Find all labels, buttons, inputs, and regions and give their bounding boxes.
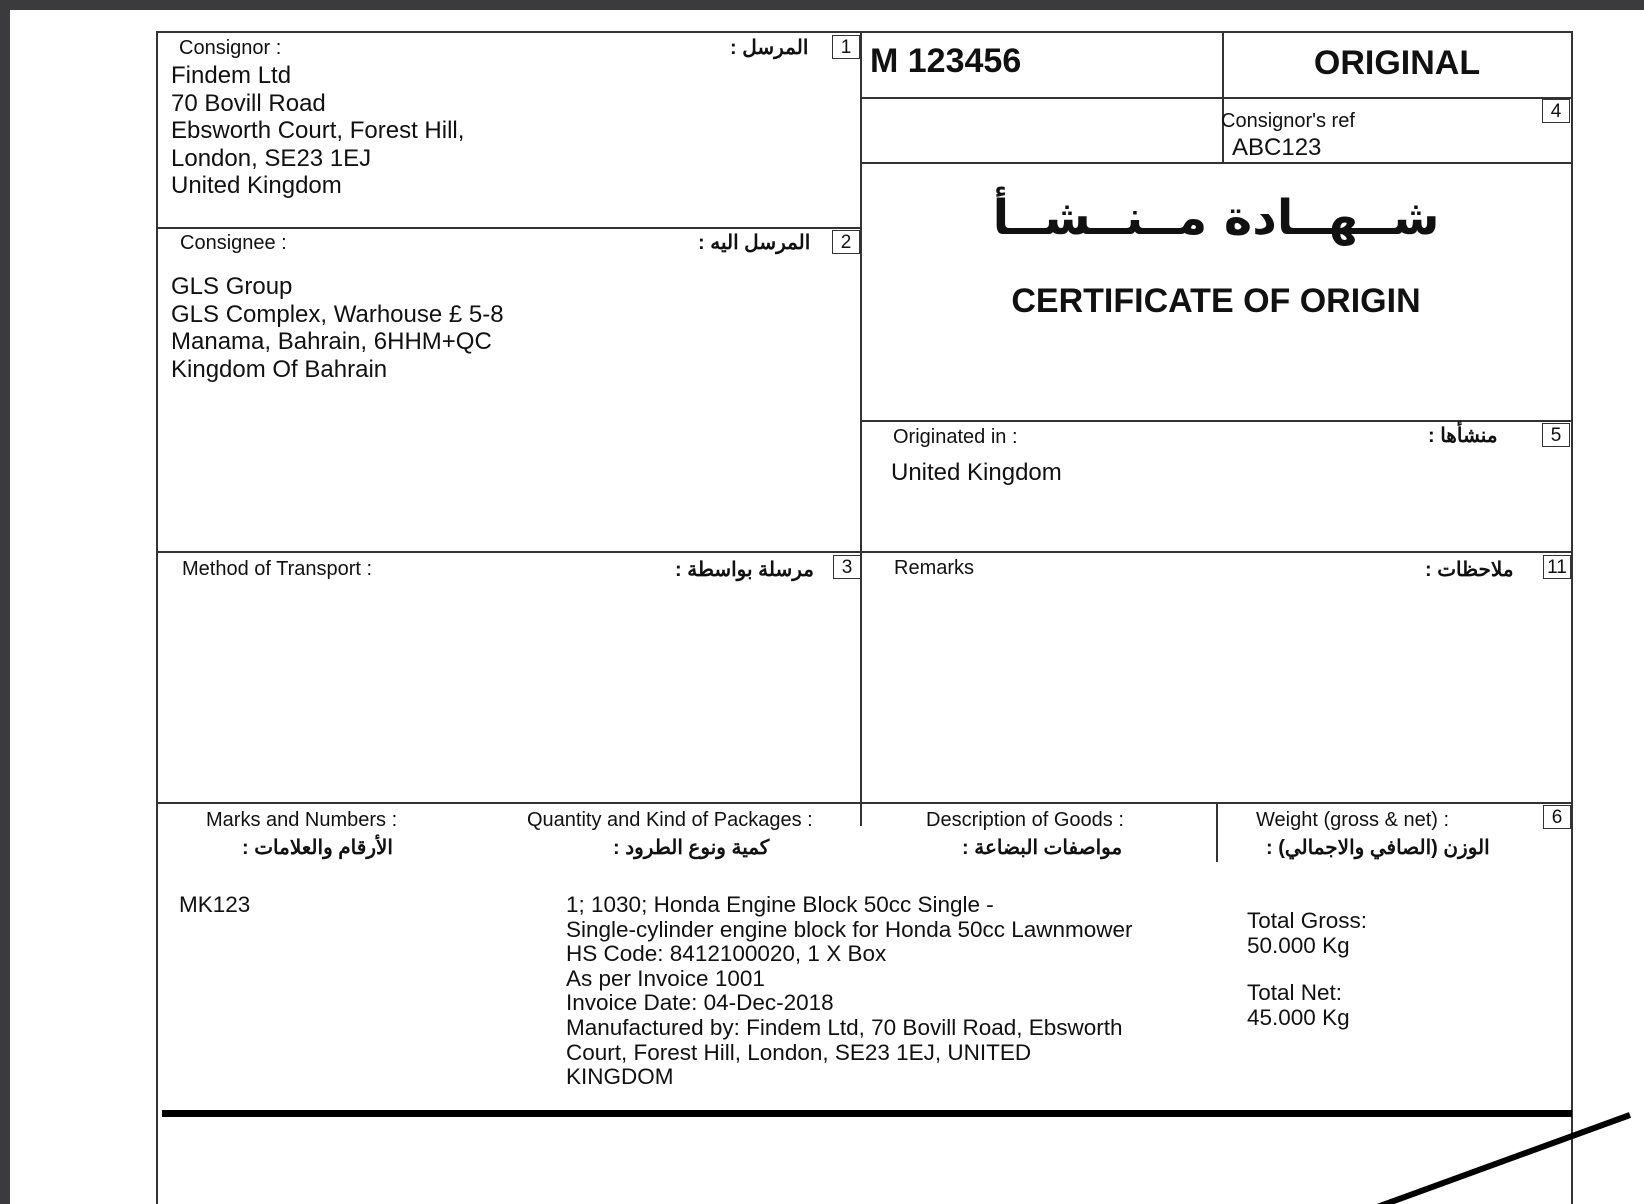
weight-header-arabic: الوزن (الصافي والاجمالي) : (1266, 837, 1490, 859)
total-gross-label: Total Gross: (1247, 908, 1368, 933)
total-net-label: Total Net: (1247, 980, 1343, 1006)
box5-number: 5 (1542, 423, 1570, 447)
consignor-line: 70 Bovill Road (171, 89, 326, 117)
consignor-line: Findem Ltd (171, 62, 292, 89)
marks-value: MK123 (179, 892, 251, 917)
goods-line: Court, Forest Hill, London, SE23 1EJ, UNITED (566, 1039, 1032, 1065)
consignors-ref-label: Consignor's ref (1221, 110, 1355, 132)
goods-line: 1; 1030; Honda Engine Block 50cc Single - (566, 892, 994, 917)
left-border (156, 31, 158, 1204)
goods-line: Invoice Date: 04-Dec-2018 (566, 990, 834, 1016)
weight-values (1247, 909, 1367, 1030)
top-border (156, 31, 1573, 33)
quantity-packages-header: Quantity and Kind of Packages : (527, 809, 813, 831)
consignee-line: GLS Complex, Warhouse £ 5-8 (171, 300, 504, 328)
consignor-address (171, 62, 464, 200)
method-of-transport-label: Method of Transport : (182, 558, 373, 580)
goods-line: As per Invoice 1001 (566, 965, 765, 991)
box5-top-line (860, 420, 1573, 422)
box4-number: 4 (1542, 99, 1570, 123)
total-net-value: 45.000 Kg (1247, 1004, 1350, 1030)
box3-top-line (156, 551, 1573, 553)
method-of-transport-label-arabic: مرسلة بواسطة : (675, 559, 814, 581)
originated-in-label-arabic: منشأها : (1428, 425, 1498, 447)
box1-number: 1 (832, 35, 860, 59)
consignee-line: GLS Group (171, 273, 293, 300)
goods-line: HS Code: 8412100020, 1 X Box (566, 941, 887, 967)
box6-bottom-thick-line (162, 1110, 1572, 1117)
consignor-line: United Kingdom (171, 172, 342, 199)
diagonal-line (1328, 1112, 1631, 1204)
consignee-label-arabic: المرسل اليه : (698, 232, 811, 254)
remarks-label-arabic: ملاحظات : (1425, 559, 1514, 581)
marks-numbers-header-arabic: الأرقام والعلامات : (242, 837, 393, 859)
box6-number: 6 (1543, 805, 1571, 829)
marks-numbers-header: Marks and Numbers : (206, 809, 398, 831)
certificate-title: CERTIFICATE OF ORIGIN (1011, 282, 1421, 320)
certificate-page (10, 10, 1644, 1204)
right-border (1571, 31, 1573, 1204)
goods-line: KINGDOM (566, 1064, 674, 1090)
consignors-ref-value: ABC123 (1232, 134, 1322, 161)
originated-in-label: Originated in : (893, 426, 1018, 448)
goods-description (566, 893, 1133, 1090)
weight-header: Weight (gross & net) : (1256, 809, 1450, 831)
consignor-line: London, SE23 1EJ (171, 144, 372, 172)
certificate-serial-number: M 123456 (870, 42, 1022, 80)
consignee-line: Kingdom Of Bahrain (171, 355, 388, 383)
consignor-label-arabic: المرسل : (730, 37, 809, 59)
copy-type-original: ORIGINAL (1313, 44, 1481, 82)
goods-line: Manufactured by: Findem Ltd, 70 Bovill Road, Ebsworth (566, 1014, 1123, 1040)
box6-top-line (156, 802, 1573, 804)
consignee-address (171, 273, 504, 383)
box1-bottom-line (156, 227, 861, 229)
originated-in-value: United Kingdom (891, 459, 1062, 486)
ref-row-line (860, 162, 1573, 164)
box11-number: 11 (1543, 555, 1571, 579)
consignee-label: Consignee : (180, 232, 287, 254)
goods-line: Single-cylinder engine block for Honda 50cc Lawnmower (566, 916, 1133, 942)
certificate-title-arabic: شــهــادة مــنــشــأ (992, 190, 1440, 246)
quantity-packages-header-arabic: كمية ونوع الطرود : (613, 837, 770, 859)
consignor-line: Ebsworth Court, Forest Hill, (171, 117, 465, 144)
consignee-line: Manama, Bahrain, 6HHM+QC (171, 328, 492, 355)
weight-column-line (1216, 802, 1218, 862)
box2-number: 2 (832, 230, 860, 254)
header-row-line (860, 97, 1573, 99)
middle-divider (860, 31, 862, 826)
total-gross-value: 50.000 Kg (1247, 932, 1350, 958)
description-goods-header: Description of Goods : (926, 809, 1124, 831)
box3-number: 3 (833, 555, 861, 579)
consignor-label: Consignor : (179, 37, 282, 59)
description-goods-header-arabic: مواصفات البضاعة : (962, 837, 1123, 859)
remarks-label: Remarks (894, 557, 975, 579)
